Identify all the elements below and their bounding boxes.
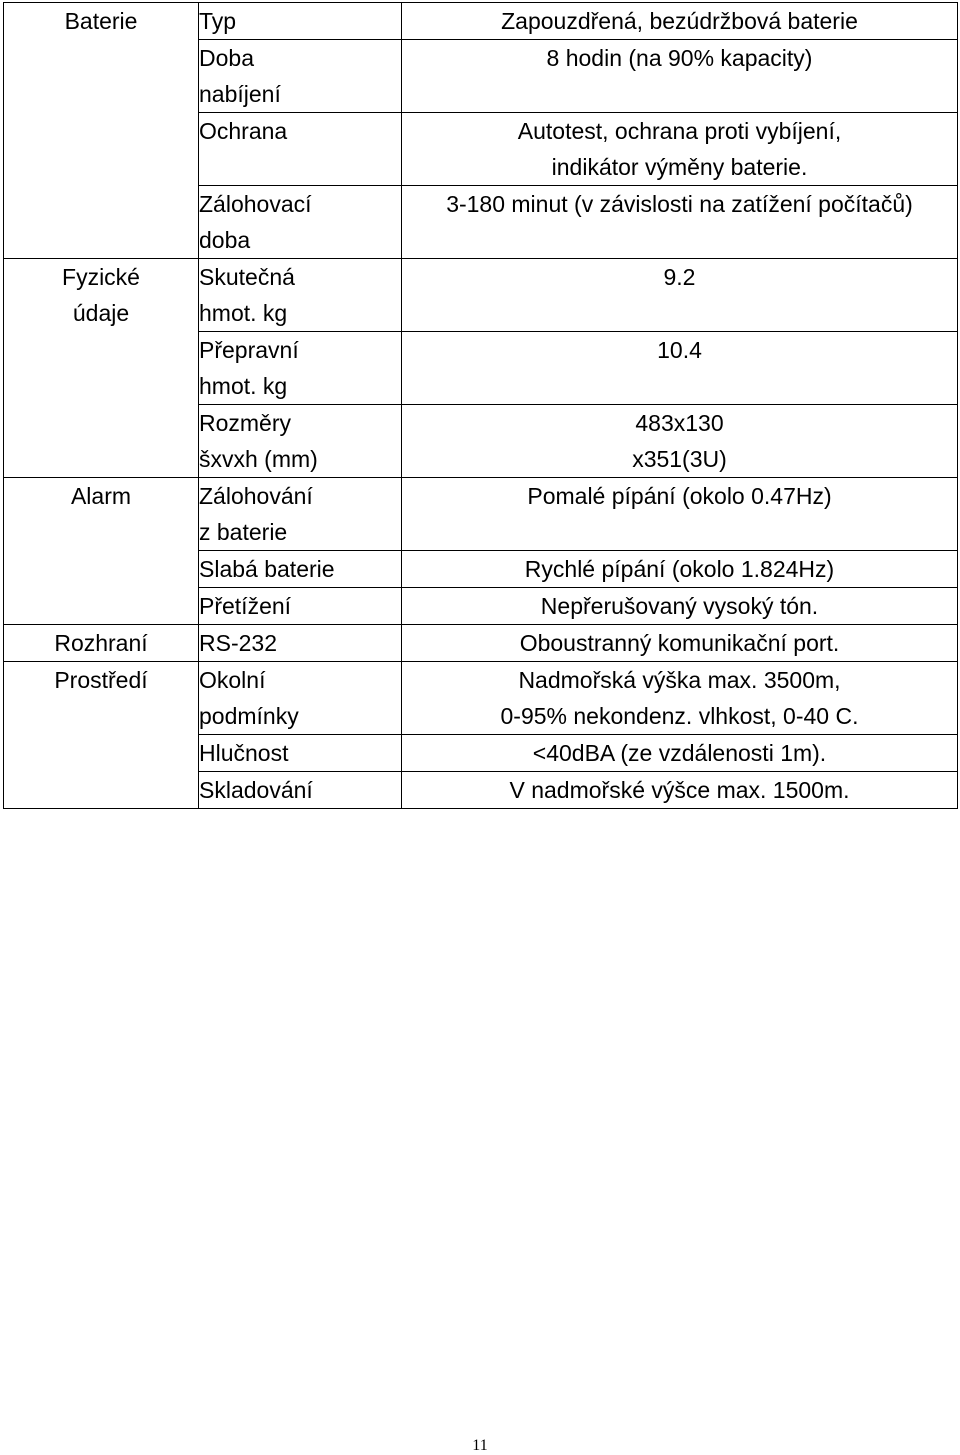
value-cell: Zapouzdřená, bezúdržbová baterie <box>402 3 958 40</box>
value-cell: 483x130 x351(3U) <box>402 405 958 478</box>
param-cell: Zálohovací doba <box>199 186 402 259</box>
value-cell: 10.4 <box>402 332 958 405</box>
page-number: 11 <box>472 1437 488 1454</box>
value-cell: Nadmořská výška max. 3500m, 0-95% nekondenz. vlhkost, 0-40 C. <box>402 662 958 735</box>
param-cell: Doba nabíjení <box>199 40 402 113</box>
value-cell: 8 hodin (na 90% kapacity) <box>402 40 958 113</box>
group-cell-prostredi: Prostředí <box>4 662 199 809</box>
param-cell: Rozměry šxvxh (mm) <box>199 405 402 478</box>
group-cell-fyzicke-udaje: Fyzické údaje <box>4 259 199 478</box>
param-cell: Hlučnost <box>199 735 402 772</box>
param-cell: Přepravní hmot. kg <box>199 332 402 405</box>
param-cell: RS-232 <box>199 625 402 662</box>
value-cell: 3-180 minut (v závislosti na zatížení počítačů) <box>402 186 958 259</box>
value-cell: 9.2 <box>402 259 958 332</box>
group-cell-rozhrani: Rozhraní <box>4 625 199 662</box>
value-cell: <40dBA (ze vzdálenosti 1m). <box>402 735 958 772</box>
param-cell: Typ <box>199 3 402 40</box>
table-row <box>4 3 958 40</box>
table-row <box>4 625 958 662</box>
table-row <box>4 662 958 735</box>
param-cell: Ochrana <box>199 113 402 186</box>
value-cell: Autotest, ochrana proti vybíjení, indikátor výměny baterie. <box>402 113 958 186</box>
table-row <box>4 478 958 551</box>
value-cell: Pomalé pípání (okolo 0.47Hz) <box>402 478 958 551</box>
param-cell: Okolní podmínky <box>199 662 402 735</box>
group-cell-alarm: Alarm <box>4 478 199 625</box>
param-cell: Zálohování z baterie <box>199 478 402 551</box>
value-cell: Nepřerušovaný vysoký tón. <box>402 588 958 625</box>
spec-table <box>3 2 958 809</box>
table-row <box>4 259 958 332</box>
value-cell: V nadmořské výšce max. 1500m. <box>402 772 958 809</box>
param-cell: Skutečná hmot. kg <box>199 259 402 332</box>
param-cell: Přetížení <box>199 588 402 625</box>
param-cell: Slabá baterie <box>199 551 402 588</box>
param-cell: Skladování <box>199 772 402 809</box>
value-cell: Oboustranný komunikační port. <box>402 625 958 662</box>
group-cell-baterie: Baterie <box>4 3 199 259</box>
value-cell: Rychlé pípání (okolo 1.824Hz) <box>402 551 958 588</box>
